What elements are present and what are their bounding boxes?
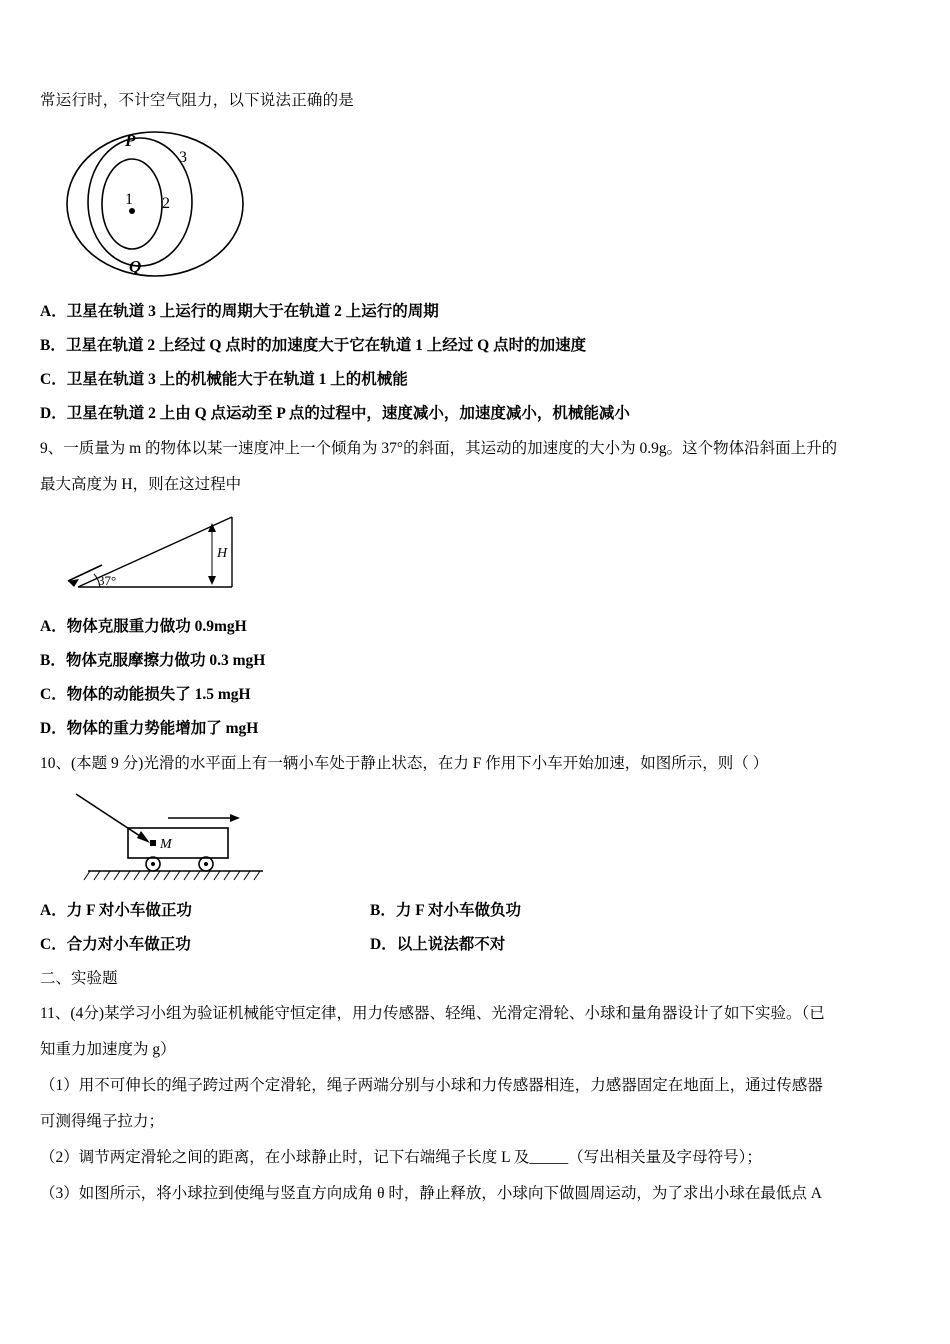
q10-option-a [40, 894, 370, 928]
q8-option-b [40, 329, 912, 363]
q9-option-c-text: 物体的动能损失了 1.5 mgH [66, 686, 251, 703]
q11-stem-line1: 11、(4分)某学习小组为验证机械能守恒定律，用力传感器、轻绳、光滑定滑轮、小球和量角器设计了如下实验。（已 [40, 1005, 825, 1022]
svg-text:37°: 37° [98, 573, 117, 588]
svg-text:H: H [217, 546, 228, 561]
top-continuation-text: 常运行时，不计空气阻力，以下说法正确的是 [40, 92, 355, 109]
q8-option-c-text: 卫星在轨道 3 上的机械能大于在轨道 1 上的机械能 [66, 371, 408, 388]
q10-option-a-label: A． [40, 902, 67, 919]
q9-option-a [40, 610, 912, 644]
q10-option-d-label: D． [370, 936, 397, 953]
q9-option-b [40, 644, 912, 678]
svg-text:1: 1 [125, 191, 133, 208]
q9-stem-line2: 最大高度为 H，则在这过程中 [40, 476, 242, 493]
q8-option-a-text: 卫星在轨道 3 上运行的周期大于在轨道 2 上运行的周期 [66, 303, 439, 320]
figure-cart [58, 788, 912, 888]
satellite-orbits-svg [40, 124, 340, 284]
q11-item1-line2: 可测得绳子拉力； [40, 1113, 165, 1130]
q9-option-d [40, 712, 912, 746]
svg-text:M: M [160, 837, 172, 852]
q11-stem-line2: 知重力加速度为 g） [40, 1041, 176, 1058]
q10-option-c-text: 合力对小车做正功 [66, 936, 191, 953]
q10-option-a-text: 力 F 对小车做正功 [66, 902, 192, 919]
q8-option-a [40, 295, 912, 329]
q11-item3: （3）如图所示，将小球拉到使绳与竖直方向成角 θ 时，静止释放，小球向下做圆周运动，为了求出小球在最低点 A [40, 1185, 822, 1202]
q9-option-a-text: 物体克服重力做功 0.9mgH [66, 618, 247, 635]
q9-option-c-label: C． [40, 686, 67, 703]
figure-satellite-orbits [40, 124, 912, 289]
q8-option-d-label: D． [40, 405, 67, 422]
incline-svg [60, 509, 290, 599]
q9-option-b-text: 物体克服摩擦力做功 0.3 mgH [66, 652, 266, 669]
q10-option-b-text: 力 F 对小车做负功 [395, 902, 521, 919]
q10-option-d [370, 928, 770, 962]
cart-svg [58, 788, 298, 883]
q8-option-b-label: B． [40, 337, 66, 354]
svg-text:P: P [125, 131, 136, 150]
svg-text:2: 2 [162, 195, 170, 212]
q10-options-row2 [40, 928, 912, 962]
page-content [40, 84, 912, 1212]
q10-option-b-label: B． [370, 902, 396, 919]
figure-incline [60, 509, 912, 604]
q11-item1-line1: （1）用不可伸长的绳子跨过两个定滑轮，绳子两端分别与小球和力传感器相连，力感器固定在地面上，通过传感器 [40, 1077, 823, 1094]
q8-option-d-text: 卫星在轨道 2 上由 Q 点运动至 P 点的过程中，速度减小，加速度减小，机械能减小 [66, 405, 630, 422]
svg-text:Q: Q [129, 257, 142, 276]
q10-option-d-text: 以上说法都不对 [396, 936, 506, 953]
q9-option-d-label: D． [40, 720, 67, 737]
q10-stem: 10、(本题 9 分)光滑的水平面上有一辆小车处于静止状态，在力 F 作用下小车开始加速，如图所示，则（ ） [40, 755, 769, 772]
q9-option-c [40, 678, 912, 712]
section-2-title: 二、实验题 [40, 970, 118, 987]
q8-option-a-label: A． [40, 303, 67, 320]
q9-option-d-text: 物体的重力势能增加了 mgH [66, 720, 259, 737]
q10-option-c [40, 928, 370, 962]
q8-option-c-label: C． [40, 371, 67, 388]
q9-option-b-label: B． [40, 652, 66, 669]
q11-item2: （2）调节两定滑轮之间的距离，在小球静止时，记下右端绳子长度 L 及_____（写出相关量及字母符号）； [40, 1149, 762, 1166]
q9-option-a-label: A． [40, 618, 67, 635]
q9-stem-line1: 9、一质量为 m 的物体以某一速度冲上一个倾角为 37°的斜面，其运动的加速度的大小为 0.9g。这个物体沿斜面上升的 [40, 440, 838, 457]
q10-options-row1 [40, 894, 912, 928]
q10-option-c-label: C． [40, 936, 67, 953]
q8-option-d [40, 397, 912, 431]
svg-text:3: 3 [179, 149, 187, 166]
q8-option-b-text: 卫星在轨道 2 上经过 Q 点时的加速度大于它在轨道 1 上经过 Q 点时的加速度 [66, 337, 587, 354]
q8-option-c [40, 363, 912, 397]
q10-option-b [370, 894, 770, 928]
